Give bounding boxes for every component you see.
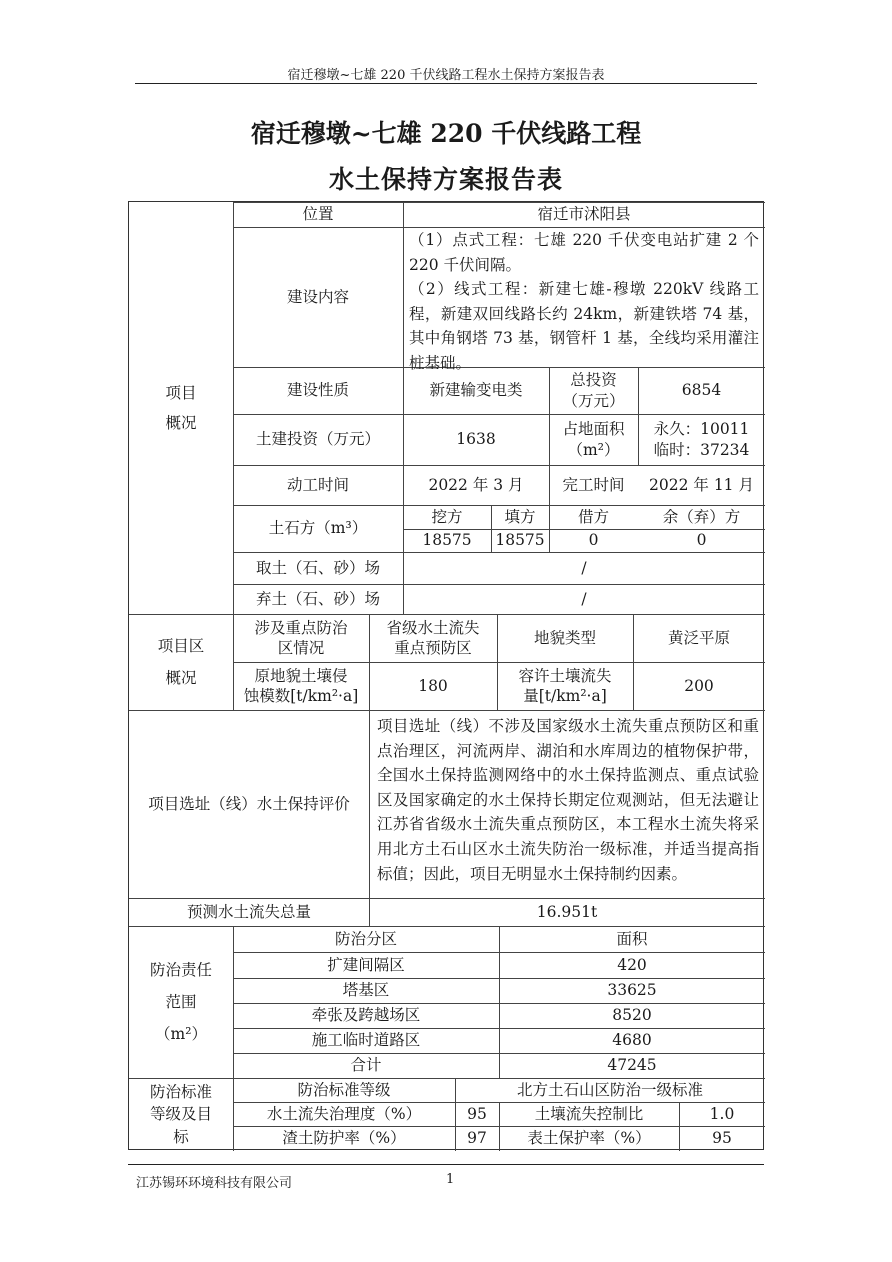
area-col-header: 面积 (616, 929, 648, 948)
target-label: 土壤流失控制比 (534, 1104, 644, 1123)
label-line: 占地面积 (562, 420, 625, 439)
running-header: 宿迁穆墩~七雄 220 千伏线路工程水土保持方案报告表 (287, 68, 605, 83)
label-line: 容许土壤流失 (518, 666, 612, 685)
civil-invest-label: 土建投资（万元） (255, 430, 380, 449)
page-number: 1 (446, 1172, 455, 1187)
content-value (409, 228, 759, 376)
label-line: 蚀模数[t/km²·a] (243, 687, 359, 705)
section-label-line: 项目区 (157, 636, 205, 655)
spoil-site-value: / (581, 589, 587, 608)
predicted-loss-value: 16.951t (536, 902, 598, 921)
report-table (128, 201, 764, 1150)
earth-val-borrow: 0 (588, 531, 599, 550)
key-zone-label (233, 614, 369, 662)
site-eval-text: 项目选址（线）不涉及国家级水土流失重点预防区和重点治理区，河流两岸、湖泊和水库周边的植物保护带，全国水土保持监测网络中的水土保持监测点、重点试验区及国家确定的水土保持长期定位观测站，但无法避让江苏省省级水土流失重点预防区，本工程水土流失将采用北方土石山区水土流失防治一级标准，并适当提高指标值；因此，项目无明显水土保持制约因素。 (377, 717, 759, 883)
zone-col-header: 防治分区 (334, 929, 397, 948)
header-rule (135, 83, 757, 84)
section-label-line: 等级及目 (149, 1105, 212, 1124)
borrow-site-value: / (581, 558, 587, 577)
target-value: 95 (467, 1104, 487, 1123)
nature-value: 新建输变电类 (429, 381, 523, 400)
landform-label: 地貌类型 (533, 628, 596, 647)
section-label-line: 范围 (165, 992, 197, 1011)
target-label: 表土保护率（%） (527, 1129, 651, 1148)
total-invest-label (549, 367, 638, 414)
nature-label: 建设性质 (286, 381, 349, 400)
grade-label: 防治标准等级 (297, 1080, 391, 1099)
label-line: 涉及重点防治 (254, 618, 348, 637)
land-area-value (638, 414, 765, 465)
predicted-loss-label: 预测水土流失总量 (186, 902, 311, 921)
content-paragraph: （2）线式工程：新建七雄-穆墩 220kV 线路工程，新建双回线路长约 24km，新建铁塔 74 基，其中角钢塔 73 基，钢管杆 1 基，全线均采用灌注桩基础。 (409, 280, 759, 372)
document-title: 宿迁穆墩~七雄 220 千伏线路工程 (250, 119, 642, 148)
target-label: 渣土防护率（%） (282, 1129, 406, 1148)
standard-label (129, 1078, 233, 1151)
section-label-line: 项目 (165, 383, 197, 402)
label-line: （m²） (567, 440, 620, 459)
zone-total-label: 合计 (350, 1056, 382, 1075)
footer-rule (128, 1164, 764, 1165)
section-area-overview-label (129, 614, 233, 710)
erosion-modulus-value: 180 (418, 676, 448, 695)
section-label-line: 概况 (165, 414, 197, 432)
responsibility-scope-label (129, 926, 233, 1078)
section-label-line: 标 (173, 1127, 189, 1146)
earth-col-fill: 填方 (504, 507, 536, 526)
permanent-area: 永久：10011 (653, 420, 750, 439)
content-paragraph: （1）点式工程：七雄 220 千伏变电站扩建 2 个 220 千伏间隔。 (409, 231, 759, 274)
document-subtitle: 水土保持方案报告表 (328, 165, 563, 194)
start-time-label: 动工时间 (286, 475, 349, 494)
location-value: 宿迁市沭阳县 (537, 205, 631, 224)
zone-name: 牵张及跨越场区 (311, 1006, 421, 1025)
end-time-value: 2022 年 11 月 (649, 475, 754, 494)
zone-area: 420 (617, 955, 647, 974)
target-label: 水土流失治理度（%） (266, 1104, 422, 1123)
allowable-loss-value: 200 (684, 676, 714, 695)
zone-area: 33625 (607, 981, 657, 1000)
label-line: （万元） (562, 391, 625, 410)
spoil-site-label: 弃土（石、砂）场 (255, 589, 380, 608)
landform-value: 黄泛平原 (667, 628, 730, 647)
end-time-label: 完工时间 (562, 475, 625, 494)
section-label-line: 防治标准 (149, 1082, 212, 1101)
target-value: 97 (467, 1129, 487, 1148)
zone-total-area: 47245 (607, 1056, 657, 1075)
site-eval-label: 项目选址（线）水土保持评价 (148, 794, 350, 813)
earth-col-cut: 挖方 (431, 507, 463, 526)
zone-area: 4680 (612, 1031, 652, 1050)
section-label-line: 防治责任 (149, 960, 212, 979)
label-line: 区情况 (277, 639, 325, 657)
allowable-loss-label (497, 662, 633, 710)
zone-name: 塔基区 (342, 981, 390, 1000)
label-line: 总投资 (570, 371, 617, 390)
value-line: 省级水土流失 (386, 618, 480, 637)
label-line: 量[t/km²·a] (523, 687, 607, 705)
earth-col-borrow: 借方 (577, 507, 609, 526)
land-area-label (549, 414, 638, 465)
erosion-modulus-label (233, 662, 369, 710)
zone-name: 扩建间隔区 (327, 955, 405, 974)
zone-name: 施工临时道路区 (311, 1031, 421, 1050)
target-value: 1.0 (709, 1104, 735, 1123)
earth-val-fill: 18575 (495, 531, 545, 550)
earth-val-spoil: 0 (696, 531, 707, 550)
civil-invest-value: 1638 (456, 430, 496, 449)
zone-area: 8520 (612, 1006, 652, 1025)
footer-company: 江苏锡环环境科技有限公司 (136, 1176, 293, 1191)
temporary-area: 临时：37234 (653, 440, 750, 459)
grade-value: 北方土石山区防治一级标准 (516, 1080, 703, 1099)
borrow-site-label: 取土（石、砂）场 (255, 558, 380, 577)
content-label: 建设内容 (286, 287, 349, 306)
location-label: 位置 (302, 205, 334, 224)
section-label-line: 概况 (165, 669, 197, 687)
value-line: 重点预防区 (394, 639, 472, 657)
label-line: 原地貌土壤侵 (254, 666, 348, 685)
earth-val-cut: 18575 (422, 531, 472, 550)
rule (369, 710, 370, 926)
target-value: 95 (712, 1129, 732, 1148)
total-invest-value: 6854 (681, 381, 722, 400)
section-project-overview-label (129, 202, 233, 614)
earth-col-spoil: 余（弃）方 (662, 507, 741, 526)
start-time-value: 2022 年 3 月 (428, 475, 524, 494)
key-zone-value (369, 614, 497, 662)
section-label-line: （m²） (155, 1025, 207, 1044)
earthwork-label: 土石方（m³） (268, 519, 368, 538)
